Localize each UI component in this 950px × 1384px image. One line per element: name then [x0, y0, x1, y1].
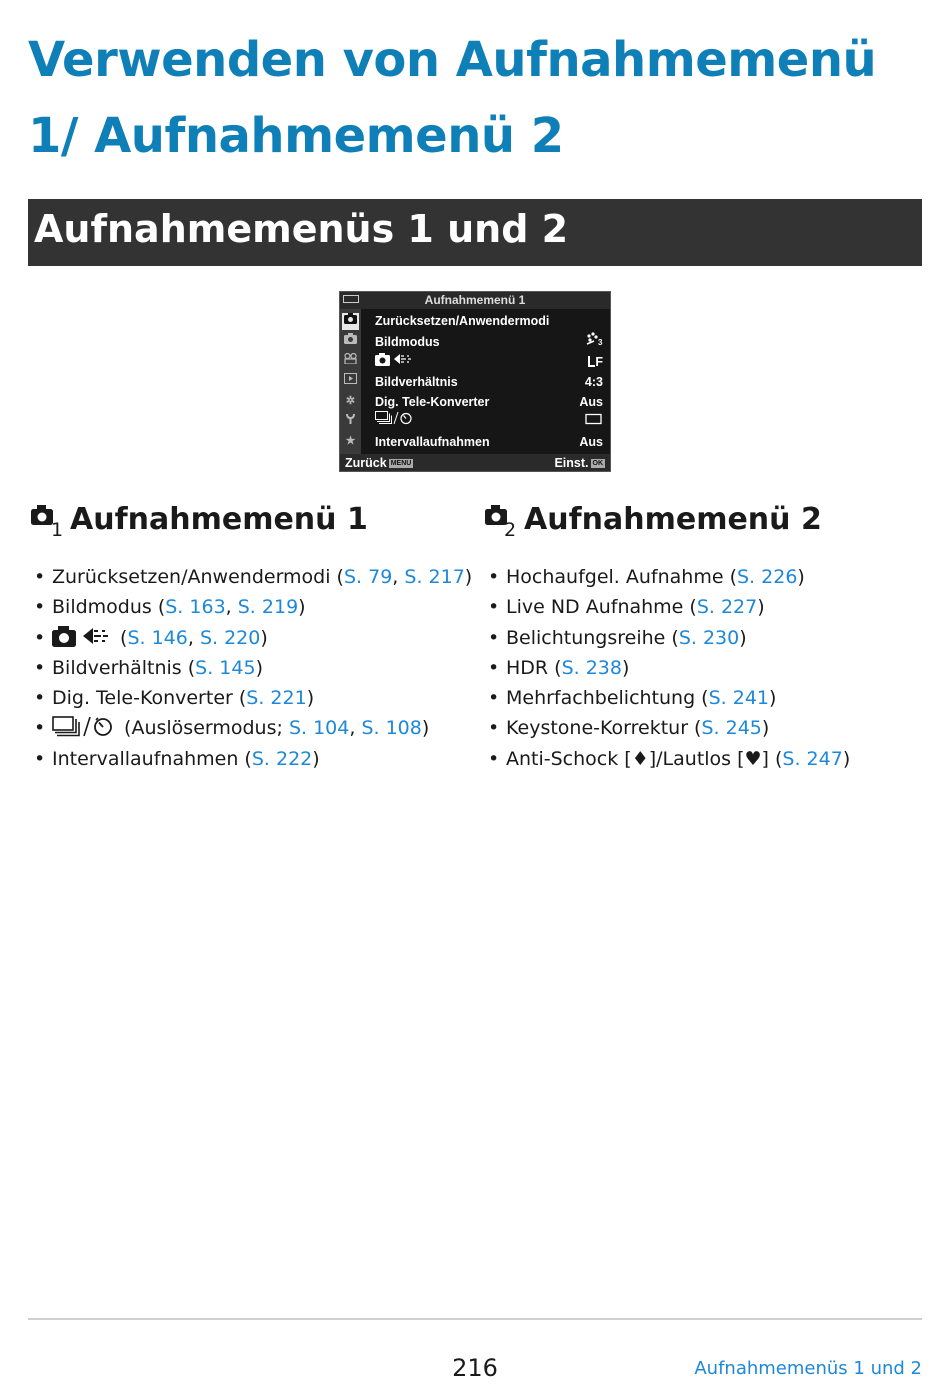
page-link[interactable]: S. 241: [708, 687, 770, 710]
footer-divider: [28, 1318, 922, 1320]
camera-menu-row: [375, 372, 603, 392]
section-title: Aufnahmemenüs 1 und 2: [34, 207, 569, 251]
list-item: • Zurücksetzen/Anwendermodi (S. 79, S. 217): [30, 562, 470, 592]
page-link[interactable]: S. 220: [199, 626, 261, 649]
shooting-menu-1-icon: [30, 502, 68, 538]
page-link[interactable]: S. 79: [343, 566, 393, 588]
page-link[interactable]: S. 104: [288, 717, 350, 740]
camera-menu-footer: [340, 454, 610, 472]
page-link[interactable]: S. 238: [561, 656, 622, 679]
camera-back-hint: Zurück MENU: [345, 456, 412, 470]
camera-row-label: Bildmodus: [375, 335, 440, 349]
shooting-menu-1-number: 1: [51, 519, 64, 538]
camera-row-value: 4:3: [584, 375, 603, 389]
list-item: • Bildverhältnis (S. 145): [30, 653, 470, 683]
video-menu-tab-icon: [342, 353, 359, 370]
image-quality-icon: [52, 625, 114, 647]
camera-row-label: Zurücksetzen/Anwendermodi: [375, 314, 550, 328]
my-menu-tab-icon: ★: [345, 435, 356, 447]
page-link[interactable]: S. 219: [237, 596, 299, 619]
page-link[interactable]: S. 226: [737, 566, 798, 588]
list-item: • Hochaufgel. Aufnahme (S. 226): [484, 562, 924, 592]
camera-set-hint: Einst. OK: [554, 456, 603, 470]
camera-menu-header: [340, 292, 610, 309]
camera-menu-title: Aufnahmemenü 1: [424, 293, 526, 307]
page-link[interactable]: S. 245: [701, 717, 762, 740]
page-link[interactable]: S. 227: [696, 596, 758, 619]
section-band: [28, 199, 922, 266]
camera-row-label: Bildverhältnis: [375, 375, 458, 389]
page-link[interactable]: S. 230: [678, 626, 740, 649]
camera-menu-row: [375, 392, 603, 412]
list-item: • Belichtungsreihe (S. 230): [484, 623, 924, 653]
page-title: Verwenden von Aufnahmemenü 1/ Aufnahmemenü 2: [28, 32, 877, 164]
camera-row-label: Intervallaufnahmen: [375, 435, 490, 449]
list-item: • Anti-Schock [♦]/Lautlos [♥] (S. 247): [484, 744, 924, 774]
page-number: 216: [452, 1354, 498, 1382]
shooting-menu-1-list: [30, 562, 473, 774]
page-link[interactable]: S. 247: [782, 747, 843, 770]
shooting-menu-2-tab-icon: [342, 333, 359, 350]
page-link[interactable]: S. 163: [165, 596, 226, 619]
camera-row-label: Dig. Tele-Konverter: [375, 395, 490, 409]
shooting-menu-1-heading: Aufnahmemenü 1: [70, 502, 368, 537]
picture-mode-icon: [585, 332, 603, 352]
ok-key: OK: [592, 460, 603, 467]
list-item: • (S. 146, S. 220): [30, 623, 470, 653]
camera-menu-screenshot: [339, 291, 611, 472]
page-link[interactable]: S. 146: [127, 626, 188, 649]
list-item: • Live ND Aufnahme (S. 227): [484, 592, 924, 622]
list-item: • Dig. Tele-Konverter (S. 221): [30, 683, 470, 713]
camera-row-value: Aus: [579, 395, 603, 409]
camera-menu-row: [375, 311, 603, 331]
list-item: • (Auslösermodus; S. 104, S. 108): [30, 713, 470, 743]
list-item: • HDR (S. 238): [484, 653, 924, 683]
shooting-menu-1-tab-icon: [342, 313, 359, 330]
drive-self-timer-icon: [52, 715, 118, 737]
svg-text:3: 3: [598, 338, 603, 346]
camera-menu-tabs: [340, 309, 361, 454]
shooting-menu-2-header: [484, 498, 924, 542]
list-item: • Keystone-Korrektur (S. 245): [484, 713, 924, 743]
menu-key: MENU: [390, 460, 412, 467]
quality-value: F: [588, 352, 603, 372]
footer-breadcrumb[interactable]: Aufnahmemenüs 1 und 2: [694, 1358, 922, 1379]
page-link[interactable]: S. 217: [404, 566, 465, 588]
custom-menu-tab-icon: ✲: [345, 395, 356, 407]
quality-setting-icon: [375, 352, 413, 372]
single-frame-icon: [585, 411, 603, 431]
list-item: • Bildmodus (S. 163, S. 219): [30, 592, 470, 622]
shooting-menu-2-icon: [484, 502, 522, 538]
camera-menu-row: [375, 411, 603, 431]
shooting-menu-1-section: [30, 498, 473, 774]
drive-self-timer-icon: [375, 411, 415, 431]
camera-row-value: Aus: [579, 435, 603, 449]
page-link[interactable]: S. 145: [195, 656, 256, 679]
list-item: • Mehrfachbelichtung (S. 241): [484, 683, 924, 713]
page-link[interactable]: S. 221: [246, 687, 307, 710]
camera-menu-row: [375, 432, 603, 452]
shooting-menu-2-number: 2: [504, 519, 517, 538]
shooting-menu-2-section: [484, 498, 924, 774]
page-link[interactable]: S. 222: [251, 747, 313, 770]
page-link[interactable]: S. 108: [361, 717, 422, 740]
camera-menu-row: [375, 352, 603, 372]
list-item: • Intervallaufnahmen (S. 222): [30, 744, 470, 774]
playback-menu-tab-icon: [342, 373, 359, 390]
shooting-menu-2-heading: Aufnahmemenü 2: [524, 502, 822, 537]
shooting-menu-2-list: [484, 562, 924, 774]
camera-menu-row: [375, 332, 603, 352]
setup-menu-tab-icon: [342, 413, 359, 430]
shooting-menu-1-header: [30, 498, 470, 542]
